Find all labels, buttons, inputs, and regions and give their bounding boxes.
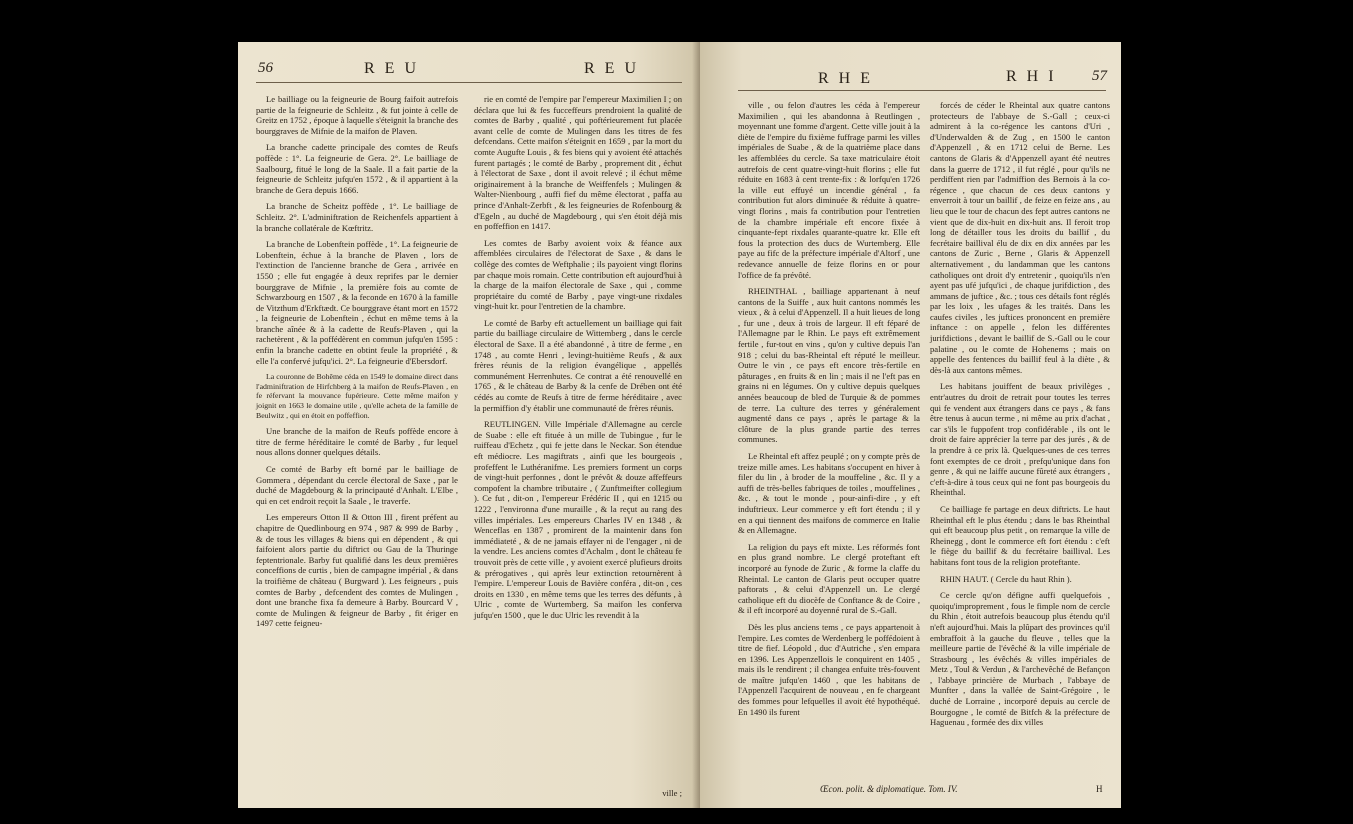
text-column bbox=[930, 100, 1110, 780]
paragraph: Ce comté de Barby eft borné par le bailliage de Gommera , dépendant du cercle électoral de Saxe , par le duché de Magdebourg & la principauté d'Anhalt. L'Elbe , qui en cet endroit reçoit la Saale , le traverfe. bbox=[256, 464, 458, 506]
running-head: R H I bbox=[1006, 68, 1057, 85]
text-column bbox=[474, 94, 682, 799]
paragraph: La couronne de Bohême céda en 1549 le domaine direct dans l'adminiftration de Hirfchberg à la maifon de Reufs-Plaven , en fe réfervant la mouvance fupérieure. Cette même maifon y joignit en 1663 le domaine utile , qu'elle acheta de la famille de Beulwitz , qui en étoit en poffeffion. bbox=[256, 372, 458, 420]
running-head: R E U bbox=[364, 60, 419, 77]
header-rule bbox=[256, 82, 682, 83]
paragraph: Les comtes de Barby avoient voix & féance aux affemblées circulaires de l'électorat de Saxe , & dans le collège des comtes de Weftphalie ; ils payoient vingt florins par chaque mois romain. Cette contribution eft aujourd'hui à la charge de la maifon électorale de Saxe , qui , comme propriétaire du comté de Barby , paye vingt-une rixdales vingt-huit kr. pour l'entretien de la chambre. bbox=[474, 237, 682, 312]
page-number: 56 bbox=[258, 60, 273, 76]
paragraph: La branche de Lobenftein poffède , 1°. La feigneurie de Lobenftein, échue à la branche de Plaven , lors de l'extinction de l'ancienne branche de Gera , arrivée en 1550 ; elle fut engagée à deux reprifes par le dernier bourggrave de Mifnie , la première fois au comte de Schwarzbourg en 1507 , & la feconde en 1670 à la famille de Vitzthum d'Erkftædt. Ce bourggrave étant mort en 1572 , la feigneurie de Lobenftein , échut en même tems à la branche aînée & à la cadette de Reufs-Plaven , qui la rachetèrent , & la poffédèrent en commun jufqu'en 1595 : enfin la branche cadette en obtint feule la propriété , & elle l'a confervé jufqu'ici. 2°. La feigneurie d'Ebersdorf. bbox=[256, 239, 458, 366]
paragraph: La branche cadette principale des comtes de Reufs poffède : 1°. La feigneurie de Gera. 2°. Le bailliage de Saalbourg, fitué le long de la Saale. Il a fait partie de la feigneurie de Schleitz jufqu'en 1572 , & il appartient à la branche de Gera depuis 1666. bbox=[256, 142, 458, 195]
paragraph: Ce bailliage fe partage en deux diftricts. Le haut Rheinthal eft le plus étendu ; dans le bas Rheinthal qui eft beaucoup plus petit , on remarque la ville de Rheinegg , dont le commerce eft fort étendu : c'eft le fiège du baillif & du fecrétaire baillival. Les habitans font tous de la religion proteftante. bbox=[930, 503, 1110, 567]
paragraph: Une branche de la maifon de Reufs poffède encore à titre de ferme héréditaire le comté de Barby , fur lequel nous allons donner quelques détails. bbox=[256, 426, 458, 458]
paragraph: Les empereurs Otton II & Otton III , firent préfent au chapitre de Quedlinbourg en 974 , 987 & 999 de Barby , & de tous les villages & biens qui en dépendent , & qui faifoient alors partie du diftrict ou Gau de la Thuringe feptentrionale. Barby fut qualifié dans les deux premières conceffions de curtis , bien de campagne impérial , & dans la troifième de château ( Burgward ). Les feigneurs , puis comtes de Barby , defcendent des comtes de Mulingen , dont une branche fixa fa demeure à Barby. Bourcard V , comte de Mulingen & feigneur de Barby , fit ériger en 1497 cette feigneu- bbox=[256, 512, 458, 629]
paragraph: La branche de Scheitz poffède , 1°. Le bailliage de Schleitz. 2°. L'adminiftration de Reichenfels appartient à la branche collatérale de Kœftritz. bbox=[256, 201, 458, 233]
running-head: R E U bbox=[584, 60, 639, 77]
paragraph: ville , ou felon d'autres les céda à l'empereur Maximilien , qui les abandonna à Reutlingen , moyennant une fomme d'argent. Cette ville jouit à la diète de l'empire du fixième fuffrage parmi les villes impériales de Suabe , & de la quatrième place dans les affemblées du cercle. Sa taxe matriculaire étoit autrefois de cent quatre-vingt-huit florins ; elle fut réduite en 1683 à cent trente-fix : & lorfqu'en 1726 la ville eut effuyé un incendie général , fa contribution fut alors diminuée & réduite à quatre-vingt florins , mais fa contribution pour l'entretien de la chambre impériale eft encore fixée à cinquante-fept rixdales quarante-quatre kr. Elle eft fous la protection des ducs de Wurtemberg. Elle paye au fifc de la préfecture impériale d'Altorf , une redevance annuelle de feize florins en or pour l'office de fa prévôté. bbox=[738, 100, 920, 280]
paragraph: Dès les plus anciens tems , ce pays appartenoit à l'empire. Les comtes de Werdenberg le poffédoient à titre de fief. Léopold , duc d'Autriche , s'en empara en 1396. Les Appenzellois le conquirent en 1405 , mais ils le rendirent ; il changea enfuite très-fouvent de maître jufqu'en 1460 , que les habitans de l'Appenzell l'acquirent de nouveau , en fe chargeant des fommes pour lefquelles il avoit été hypothéqué. En 1490 ils furent bbox=[738, 621, 920, 717]
paragraph: Le comté de Barby eft actuellement un bailliage qui fait partie du bailliage circulaire de Wittemberg , dans le cercle électoral de Saxe. Il a été abandonné , à titre de ferme , en 1748 , au comte Henri , levingt-huitième Reufs , & aux frères réunis de la religion évangélique , appellés communément Herrenhutes. Ce contrat a été renouvellé en 1765 , & le château de Barby & la cenfe de Drében ont été cédés au comte de Reufs à titre de ferme héréditaire , avec la permiffion d'y établir une communauté de frères réunis. bbox=[474, 317, 682, 413]
paragraph: Les habitans jouiffent de beaux privilèges , entr'autres du droit de retrait pour toutes les terres qui fe vendent aux étrangers dans ce pays , & fans être tenus à aucun terme , ni même au prix d'achat , car s'ils le fuppofent trop confidérable , ils ont le droit de faire apprécier la terre par des jurés , & de la prendre à ce prix là. Quelques-unes de ces terres font exemptes de ce droit , prefqu'unique dans fon genre , & qui ne laiffe aucune fûreté aux étrangers , c'eft-à-dire à tous ceux qui ne font pas bourgeois du Rheinthal. bbox=[930, 381, 1110, 498]
paragraph: rie en comté de l'empire par l'empereur Maximilien I ; on déclara que lui & fes fucceffeurs prendroient la qualité de comtes de Barby , qualité , qui poftérieurement fut placée avant celle de comte de Mulingen dans les titres de fes defcendans. Cette maifon s'éteignit en 1659 , par la mort du comte Augufte Louis , & fes biens qui y avoient été attachés furent partagés ; le comté de Barby , proprement dit , échut à l'électorat de Saxe , dont il avoit relevé ; il échut même originairement à la branche de Weiffenfels ; Mulingen & Walter-Nienbourg , auffi fief du même électorat , paffa au prince d'Anhalt-Zerbft , & les feigneuries de Rofenbourg & d'Egeln , au duché de Magdebourg , qui s'en étoit déjà mis en poffeffion en 1417. bbox=[474, 94, 682, 232]
paragraph: Le bailliage ou la feigneurie de Bourg faifoit autrefois partie de la feigneurie de Schleitz , & fut jointe à celle de Greitz en 1752 , époque à laquelle s'éteignit la branche des bourggraves de Mifnie de la maifon de Plaven. bbox=[256, 94, 458, 136]
left-page bbox=[238, 42, 700, 808]
paragraph: Ce cercle qu'on défigne auffi quelquefois , quoiqu'improprement , fous le fimple nom de cercle du Rhin , étoit autrefois beaucoup plus étendu qu'il n'eft aujourd'hui. Mais la plûpart des provinces qu'il embraffoit à la gauche du fleuve , telles que la meilleure partie de l'évêché & la ville impériale de Strasbourg , les évêchés & villes impériales de Metz , Toul & Verdun , & l'archevêché de Befançon , l'abbaye princière de Murbach , l'abbaye de Munfter , dans la vallée de Saint-Grégoire , le duché de Lorraine , incorporé depuis au cercle de Bourgogne , le comté de Bitfch & la préfecture de Haguenau , formée des dix villes bbox=[930, 590, 1110, 728]
paragraph: La religion du pays eft mixte. Les réformés font en plus grand nombre. Le clergé proteftant eft incorporé au fynode de Zuric , & forme la claffe du Rheintal. Le canton de Glaris peut occuper quatre paftorats , & celui d'Appenzell un. Le clergé catholique eft du diocèfe de Conftance & de Coire , & il eft incorporé au doyenné rural de S.-Gall. bbox=[738, 541, 920, 616]
page-footer: Œcon. polit. & diplomatique. Tom. IV. bbox=[820, 784, 958, 794]
right-page bbox=[700, 42, 1121, 808]
header-rule bbox=[738, 90, 1106, 91]
paragraph: REUTLINGEN. Ville Impériale d'Allemagne au cercle de Suabe : elle eft fituée à un mille de Tubingue , fur le ruiffeau d'Echetz , qui fe jette dans le Neckar. Son étendue eft médiocre. Les magiftrats , ainfi que les bourgeois , profeffent le Luthéranifme. Les premiers forment un corps de vingt-huit perfonnes , dont le prévôt & douze affeffeurs compofent la chambre tributaire , ( Zunftmeifter collegium ). Ce fut , dit-on , l'empereur Frédéric II , qui en 1215 ou 1222 , l'environna d'une muraille , & la reçut au rang des villes impériales. Les empereurs Charles IV en 1348 , & Wenceflas en 1387 , promirent de la maintenir dans fon immédiateté , & de ne jamais effayer ni de l'engager , ni de la vendre. Les anciens comtes d'Achalm , dont le château fe trouvoit près de cette ville , y avoient exercé plufieurs droits & prérogatives , qui après leur extinction retournèrent à l'empire. L'empereur Louis de Bavière conféra , dit-on , ces droits en 1330 , en même tems que les terres des défunts , à Ulric , comte de Wurtemberg. Sa maifon les conferva jufqu'en 1500 , que le duc Ulric les revendit à la bbox=[474, 419, 682, 620]
paragraph: forcés de céder le Rheintal aux quatre cantons protecteurs de l'abbaye de S.-Gall ; ceux-ci admirent à la co-régence les cantons d'Uri , d'Underwalden & de Zug , en 1500 le canton d'Appenzell , & en 1712 celui de Berne. Les cantons de Glaris & d'Appenzell ayant été neutres dans la guerre de 1712 , il fut réglé , pour qu'ils ne perdiffent rien par l'admiffion des Bernois à la co-régence , que chacun de ces deux cantons y enverroit à tour un baillif , de feize en feize ans , au lieu que le tour de chacun des fept autres cantons ne vient que de dix-huit en dix-huit ans. Il feroit trop long de détailler tous les droits du baillif , du fecrétaire baillival élu de dix en dix années par les cantons de Zuric , Berne , Glaris & Appenzell alternativement , du landamman que les cantons catholiques ont droit d'y entretenir , quoiqu'ils n'en ayent pas ufé jufqu'ici , de chaque jurifdiction , des ammans de juftice , &c. ; tous ces détails font réglés par les loix , les ufages & les traités. Dans les caufes civiles , les juftices prononcent en première inftance : on appelle , felon les différentes jurifdictions , devant le baillif de S.-Gall ou le cour palatine , ou le comte de Hohenems ; mais on appelle des fentences du baillif feul à la diète , & dès-là aux cantons mêmes. bbox=[930, 100, 1110, 375]
section-heading: RHIN HAUT. ( Cercle du haut Rhin ). bbox=[940, 573, 1072, 584]
paragraph: Le Rheintal eft affez peuplé ; on y compte près de treize mille ames. Les habitans s'occupent en hiver à filer du lin , à broder de la mouffeline , &c. Il y a auffi de très-belles fabriques de toiles , mouffelines , &c. , & tout le monde , pour-ainfi-dire , y eft induftrieux. Leur commerce y eft fort étendu ; il y en a qui tiennent des maifons de commerce en Italie & en Allemagne. bbox=[738, 451, 920, 536]
page-number: 57 bbox=[1092, 68, 1107, 84]
running-head: R H E bbox=[818, 70, 873, 87]
paragraph: RHEINTHAL , bailliage appartenant à neuf cantons de la Suiffe , aux huit cantons nommés les vieux , & à celui d'Appenzell. Il a huit lieues de long , fur une , deux à trois de largeur. Il eft féparé de l'Allemagne par le Rhin. Le pays eft extrêmement fertile , fur-tout en vins , qu'on y cultive depuis l'an 918 ; celui du bas-Rheintal eft réputé le meilleur. Outre le vin , ce pays eft encore très-fertile en pâturages , en fruits & en lin ; mais il ne l'eft pas en grains ni en légumes. On y cultive depuis quelques années beaucoup de bled de Turquie & de pommes de terre. La culture des terres y généralement augmenté dans ce pays , après le partage & la clôture de la plus grande partie des terres communes. bbox=[738, 286, 920, 445]
signature-mark: H bbox=[1096, 784, 1103, 794]
text-column bbox=[738, 100, 920, 780]
text-column bbox=[256, 94, 458, 799]
catchword: ville ; bbox=[662, 788, 682, 799]
